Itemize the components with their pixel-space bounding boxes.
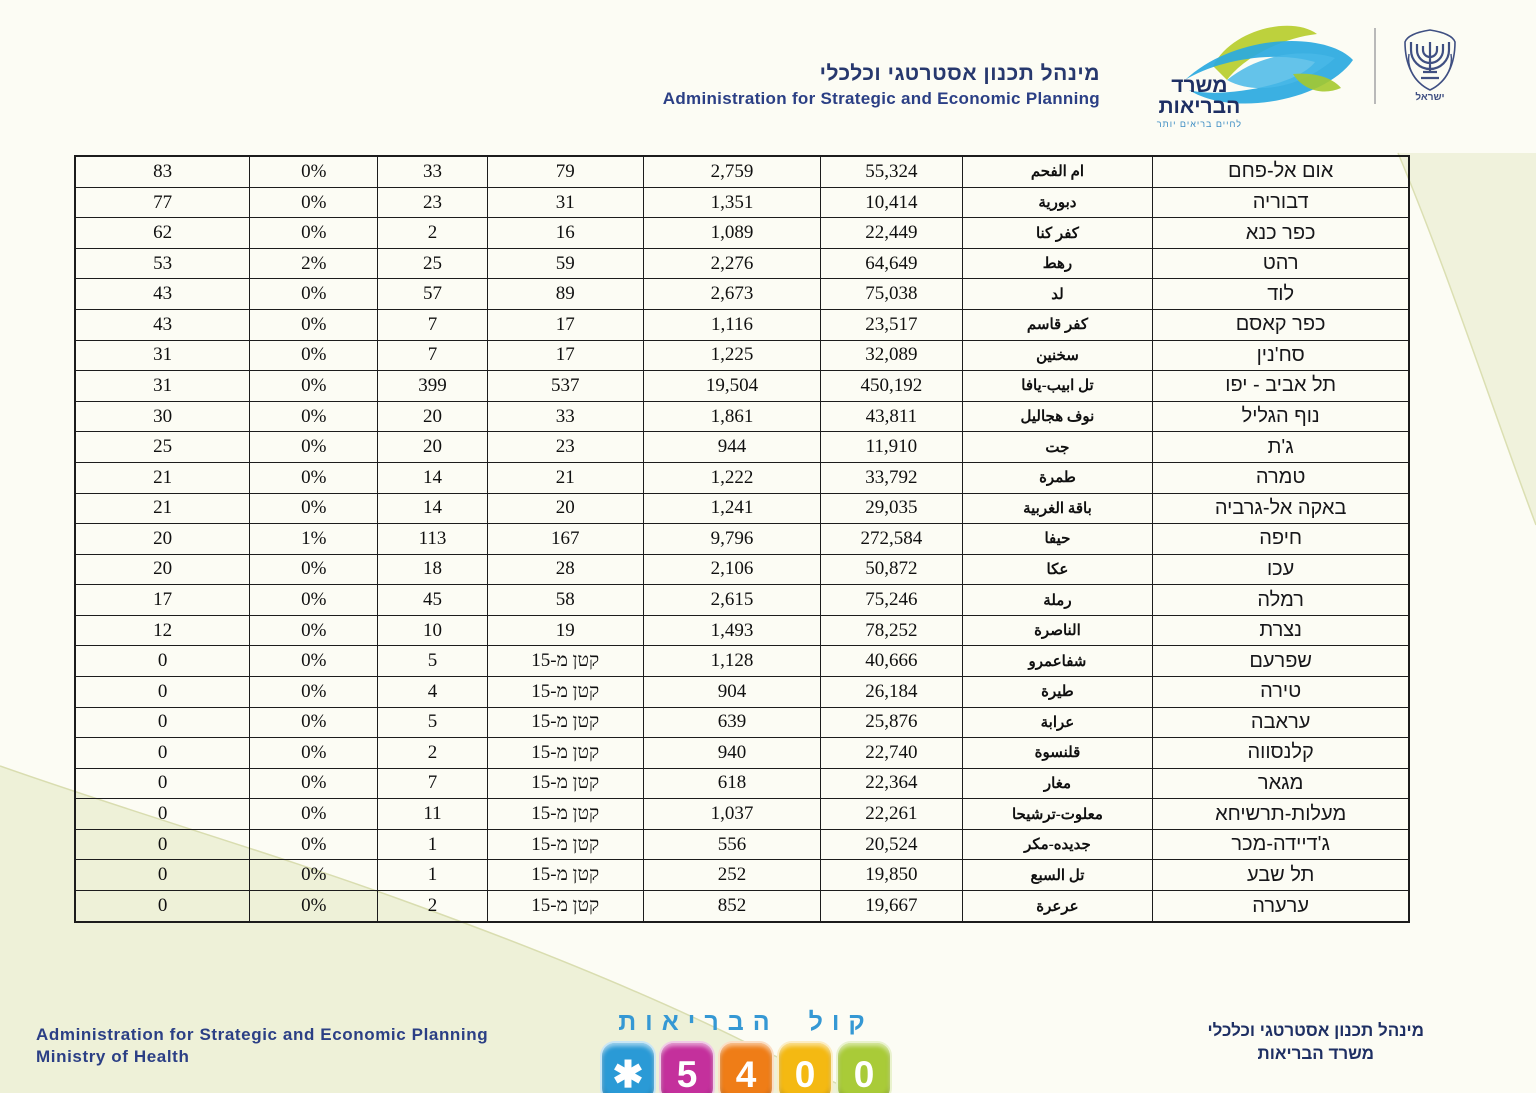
table-cell: 0%: [250, 768, 378, 799]
table-row: [75, 829, 1409, 860]
table-cell: عكا: [962, 554, 1153, 585]
table-cell: عرابة: [962, 707, 1153, 738]
table-cell: 17: [487, 310, 643, 341]
table-cell: 1,351: [643, 187, 820, 218]
table-cell: 0%: [250, 860, 378, 891]
table-cell: 78,252: [821, 615, 962, 646]
table-cell: 21: [487, 462, 643, 493]
table-row: [75, 493, 1409, 524]
table-cell: 4: [378, 676, 487, 707]
table-cell: קטן מ-15: [487, 860, 643, 891]
hotline-tile: [600, 1041, 656, 1093]
table-cell: 12: [75, 615, 250, 646]
table-cell: 14: [378, 493, 487, 524]
table-cell: 23: [487, 432, 643, 463]
table-cell: شفاعمرو: [962, 646, 1153, 677]
table-row: [75, 279, 1409, 310]
table-cell: 399: [378, 371, 487, 402]
table-cell: طمرة: [962, 462, 1153, 493]
table-cell: שפרעם: [1153, 646, 1409, 677]
table-cell: 0%: [250, 585, 378, 616]
table-cell: 904: [643, 676, 820, 707]
table-cell: 20: [487, 493, 643, 524]
table-cell: 10: [378, 615, 487, 646]
table-cell: 20: [75, 554, 250, 585]
table-cell: 31: [75, 340, 250, 371]
footer-english-line1: Administration for Strategic and Economic Planning: [36, 1025, 489, 1044]
table-cell: 55,324: [821, 156, 962, 187]
table-cell: 2: [378, 738, 487, 769]
table-row: [75, 524, 1409, 555]
table-cell: 0: [75, 676, 250, 707]
table-cell: 57: [378, 279, 487, 310]
table-cell: 11,910: [821, 432, 962, 463]
hotline-tile-glyph: 0: [794, 1053, 816, 1093]
table-row: [75, 554, 1409, 585]
table-cell: 0%: [250, 799, 378, 830]
emblem-caption-svg: ישראל: [1415, 92, 1445, 103]
table-cell: 45: [378, 585, 487, 616]
table-cell: 64,649: [821, 248, 962, 279]
moh-tagline: לחיים בריאים יותר: [1156, 119, 1242, 129]
header-divider: [1374, 28, 1376, 104]
table-cell: 59: [487, 248, 643, 279]
table-cell: 252: [643, 860, 820, 891]
table-cell: מגאר: [1153, 768, 1409, 799]
table-cell: كفر كنا: [962, 218, 1153, 249]
table-cell: קטן מ-15: [487, 738, 643, 769]
table-cell: جت: [962, 432, 1153, 463]
table-cell: 40,666: [821, 646, 962, 677]
department-title-english: Administration for Strategic and Economic Planning: [662, 89, 1100, 108]
table-cell: 272,584: [821, 524, 962, 555]
table-cell: 2,759: [643, 156, 820, 187]
table-cell: טמרה: [1153, 462, 1409, 493]
hotline-tile-glyph: 4: [735, 1053, 757, 1093]
table-cell: 17: [75, 585, 250, 616]
moh-wordmark: [1157, 75, 1242, 129]
table-cell: רהט: [1153, 248, 1409, 279]
table-cell: 30: [75, 401, 250, 432]
table-cell: קטן מ-15: [487, 646, 643, 677]
table-cell: 1,241: [643, 493, 820, 524]
table-cell: باقة الغربية: [962, 493, 1153, 524]
table-cell: 0: [75, 646, 250, 677]
table-row: [75, 676, 1409, 707]
table-cell: רמלה: [1153, 585, 1409, 616]
hotline-tile-glyph: 0: [853, 1053, 875, 1093]
table-row: [75, 738, 1409, 769]
table-cell: לוד: [1153, 279, 1409, 310]
table-cell: 167: [487, 524, 643, 555]
table-cell: سخنين: [962, 340, 1153, 371]
table-cell: 31: [75, 371, 250, 402]
table-cell: 1,128: [643, 646, 820, 677]
table-cell: 0%: [250, 462, 378, 493]
table-cell: نوف هجاليل: [962, 401, 1153, 432]
table-cell: קטן מ-15: [487, 768, 643, 799]
table-cell: 0%: [250, 646, 378, 677]
table-row: [75, 371, 1409, 402]
table-cell: عرعرة: [962, 891, 1153, 922]
table-cell: 23,517: [821, 310, 962, 341]
table-cell: معلوت-ترشيحا: [962, 799, 1153, 830]
table-cell: אום אל-פחם: [1153, 156, 1409, 187]
table-cell: 0%: [250, 738, 378, 769]
footer-english-line2: Ministry of Health: [36, 1047, 190, 1067]
table-row: [75, 615, 1409, 646]
table-cell: 113: [378, 524, 487, 555]
table-cell: 83: [75, 156, 250, 187]
hotline-tile: [836, 1041, 892, 1093]
table-row: [75, 310, 1409, 341]
table-cell: 7: [378, 340, 487, 371]
table-cell: 25: [378, 248, 487, 279]
table-cell: קטן מ-15: [487, 829, 643, 860]
table-cell: 20: [378, 401, 487, 432]
table-cell: 7: [378, 768, 487, 799]
table-cell: جديده-مكر: [962, 829, 1153, 860]
table-cell: 1,225: [643, 340, 820, 371]
table-cell: 940: [643, 738, 820, 769]
table-cell: 22,364: [821, 768, 962, 799]
table-cell: 21: [75, 493, 250, 524]
table-cell: 22,449: [821, 218, 962, 249]
footer-english-block: [36, 1024, 488, 1068]
table-cell: 0%: [250, 187, 378, 218]
table-cell: 0%: [250, 554, 378, 585]
table-cell: קטן מ-15: [487, 799, 643, 830]
table-cell: 11: [378, 799, 487, 830]
table-cell: 1,116: [643, 310, 820, 341]
table-cell: קטן מ-15: [487, 707, 643, 738]
table-cell: 0%: [250, 676, 378, 707]
table-cell: 25: [75, 432, 250, 463]
table-row: [75, 707, 1409, 738]
hotline-title: קול הבריאות: [618, 1008, 874, 1036]
hotline-number-tiles: [600, 1041, 892, 1093]
municipalities-data-table: [74, 155, 1410, 923]
table-cell: 944: [643, 432, 820, 463]
table-cell: 33: [487, 401, 643, 432]
table-cell: الناصرة: [962, 615, 1153, 646]
table-cell: 14: [378, 462, 487, 493]
table-cell: 0: [75, 799, 250, 830]
table-cell: קטן מ-15: [487, 891, 643, 922]
table-cell: 450,192: [821, 371, 962, 402]
table-cell: 10,414: [821, 187, 962, 218]
table-cell: 0%: [250, 891, 378, 922]
moh-wordmark-line2: הבריאות: [1158, 95, 1241, 118]
table-cell: 1,037: [643, 799, 820, 830]
table-cell: עכו: [1153, 554, 1409, 585]
hotline-tile: [659, 1041, 715, 1093]
table-cell: 0: [75, 707, 250, 738]
hotline-tile: [777, 1041, 833, 1093]
table-cell: مغار: [962, 768, 1153, 799]
table-cell: 43: [75, 279, 250, 310]
table-cell: נוף הגליל: [1153, 401, 1409, 432]
table-cell: 0%: [250, 829, 378, 860]
moh-wordmark-line1: משרד: [1171, 74, 1228, 97]
table-cell: 50,872: [821, 554, 962, 585]
israel-state-emblem: [1390, 24, 1470, 109]
table-cell: 75,246: [821, 585, 962, 616]
table-cell: קלנסווה: [1153, 738, 1409, 769]
hotline-tile-glyph: ✱: [612, 1053, 644, 1093]
table-cell: 20: [378, 432, 487, 463]
table-cell: 852: [643, 891, 820, 922]
table-cell: 9,796: [643, 524, 820, 555]
table-cell: 33: [378, 156, 487, 187]
table-cell: טירה: [1153, 676, 1409, 707]
table-cell: رملة: [962, 585, 1153, 616]
table-cell: ג'דיידה-מכר: [1153, 829, 1409, 860]
table-cell: لد: [962, 279, 1153, 310]
table-cell: طيرة: [962, 676, 1153, 707]
table-cell: تل ابيب-يافا: [962, 371, 1153, 402]
table-cell: 22,261: [821, 799, 962, 830]
table-cell: 26,184: [821, 676, 962, 707]
table-cell: قلنسوة: [962, 738, 1153, 769]
hotline-tile-glyph: 5: [676, 1053, 698, 1093]
department-title-hebrew: מינהל תכנון אסטרטגי וכלכלי: [819, 62, 1100, 85]
table-cell: 89: [487, 279, 643, 310]
table-cell: 2%: [250, 248, 378, 279]
table-cell: 2,106: [643, 554, 820, 585]
table-row: [75, 585, 1409, 616]
table-cell: 2,276: [643, 248, 820, 279]
table-cell: 43,811: [821, 401, 962, 432]
table-cell: 0%: [250, 401, 378, 432]
table-cell: دبورية: [962, 187, 1153, 218]
table-cell: 537: [487, 371, 643, 402]
table-row: [75, 340, 1409, 371]
table-cell: 1: [378, 860, 487, 891]
table-cell: 29,035: [821, 493, 962, 524]
table-row: [75, 187, 1409, 218]
table-cell: 0%: [250, 279, 378, 310]
table-cell: נצרת: [1153, 615, 1409, 646]
table-cell: 22,740: [821, 738, 962, 769]
table-cell: 556: [643, 829, 820, 860]
table-cell: מעלות-תרשיחא: [1153, 799, 1409, 830]
table-cell: 618: [643, 768, 820, 799]
table-row: [75, 156, 1409, 187]
table-cell: 5: [378, 707, 487, 738]
table-cell: 2,615: [643, 585, 820, 616]
table-cell: 0: [75, 738, 250, 769]
table-cell: 1: [378, 829, 487, 860]
table-cell: 75,038: [821, 279, 962, 310]
table-cell: סח'נין: [1153, 340, 1409, 371]
table-cell: 25,876: [821, 707, 962, 738]
table-cell: 1,222: [643, 462, 820, 493]
table-cell: رهط: [962, 248, 1153, 279]
table-cell: 0%: [250, 156, 378, 187]
table-cell: כפר קאסם: [1153, 310, 1409, 341]
table-cell: 79: [487, 156, 643, 187]
health-hotline-logo: [600, 1008, 892, 1093]
table-cell: 7: [378, 310, 487, 341]
ministry-of-health-logo: [1145, 8, 1360, 143]
table-cell: كفر قاسم: [962, 310, 1153, 341]
table-cell: 23: [378, 187, 487, 218]
table-cell: 17: [487, 340, 643, 371]
table-cell: 28: [487, 554, 643, 585]
table-cell: 1,089: [643, 218, 820, 249]
table-cell: 77: [75, 187, 250, 218]
table-cell: קטן מ-15: [487, 676, 643, 707]
table-cell: תל אביב - יפו: [1153, 371, 1409, 402]
table-cell: 2: [378, 218, 487, 249]
table-cell: 1,861: [643, 401, 820, 432]
table-cell: 0%: [250, 371, 378, 402]
table-cell: 31: [487, 187, 643, 218]
table-cell: ערערה: [1153, 891, 1409, 922]
table-cell: 19,667: [821, 891, 962, 922]
table-row: [75, 462, 1409, 493]
table-cell: 0%: [250, 218, 378, 249]
table-cell: تل السبع: [962, 860, 1153, 891]
table-body: [75, 156, 1409, 922]
table-row: [75, 401, 1409, 432]
table-cell: 32,089: [821, 340, 962, 371]
header-department-title: [663, 62, 1100, 109]
table-cell: 16: [487, 218, 643, 249]
table-cell: ג'ת: [1153, 432, 1409, 463]
table-row: [75, 860, 1409, 891]
table-cell: 53: [75, 248, 250, 279]
table-cell: 0: [75, 891, 250, 922]
footer-hebrew-line2: משרד הבריאות: [1257, 1043, 1375, 1063]
table-cell: 2: [378, 891, 487, 922]
table-cell: 58: [487, 585, 643, 616]
table-cell: ام الفحم: [962, 156, 1153, 187]
table-row: [75, 218, 1409, 249]
table-cell: 0%: [250, 493, 378, 524]
table-cell: 1%: [250, 524, 378, 555]
table-cell: 33,792: [821, 462, 962, 493]
table-cell: 18: [378, 554, 487, 585]
table-row: [75, 432, 1409, 463]
table-cell: 0%: [250, 310, 378, 341]
table-cell: 0: [75, 829, 250, 860]
table-cell: 0%: [250, 615, 378, 646]
table-cell: 19,850: [821, 860, 962, 891]
table-cell: 21: [75, 462, 250, 493]
table-row: [75, 891, 1409, 922]
table-cell: 62: [75, 218, 250, 249]
footer-hebrew-line1: מינהל תכנון אסטרטגי וכלכלי: [1207, 1021, 1424, 1040]
table-cell: 19: [487, 615, 643, 646]
table-cell: תל שבע: [1153, 860, 1409, 891]
table-cell: דבוריה: [1153, 187, 1409, 218]
table-cell: 0%: [250, 707, 378, 738]
table-cell: 43: [75, 310, 250, 341]
table-cell: 0: [75, 860, 250, 891]
table-cell: 20,524: [821, 829, 962, 860]
table-row: [75, 799, 1409, 830]
table-cell: 0%: [250, 432, 378, 463]
table-cell: 639: [643, 707, 820, 738]
table-row: [75, 768, 1409, 799]
table-cell: 19,504: [643, 371, 820, 402]
table-cell: באקה אל-גרביה: [1153, 493, 1409, 524]
table-cell: 0: [75, 768, 250, 799]
table-cell: עראבה: [1153, 707, 1409, 738]
table-cell: 5: [378, 646, 487, 677]
israel-emblem-menorah-icon: [1395, 24, 1465, 104]
table-cell: 20: [75, 524, 250, 555]
table-cell: כפר כנא: [1153, 218, 1409, 249]
table-cell: حيفا: [962, 524, 1153, 555]
table-cell: 0%: [250, 340, 378, 371]
footer-hebrew-block: [1208, 1020, 1424, 1066]
table-row: [75, 646, 1409, 677]
table-cell: 2,673: [643, 279, 820, 310]
hotline-tile: [718, 1041, 774, 1093]
table-cell: 1,493: [643, 615, 820, 646]
table-row: [75, 248, 1409, 279]
table-cell: חיפה: [1153, 524, 1409, 555]
